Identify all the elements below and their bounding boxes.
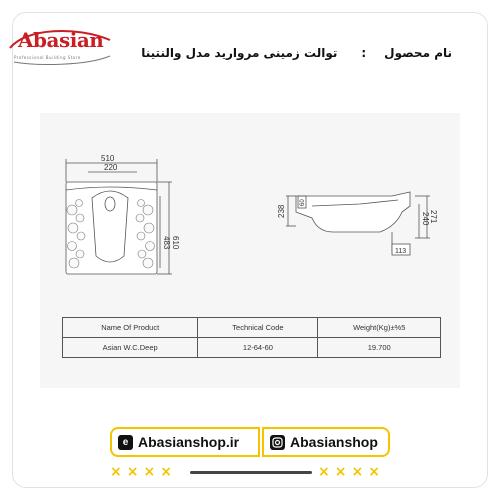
decor-x-right: ×××× [318,464,385,480]
colon: : [361,46,367,60]
decor-divider [190,471,312,474]
spec-table [62,317,441,358]
col-code: Technical Code [198,318,318,338]
website-label: Abasianshop.ir [138,434,240,450]
dim-width-inner: 220 [104,163,118,172]
dim-height-right-outer: 271 [429,210,438,224]
brand-name: Abasian [18,28,104,52]
cell-weight: 19.700 [318,338,441,358]
col-weight: Weight(Kg)±%5 [318,318,441,338]
table-row [63,338,441,358]
product-label: نام محصول [384,46,452,60]
cell-name: Asian W.C.Deep [63,338,198,358]
dim-length-inner: 483 [162,236,171,250]
col-name: Name Of Product [63,318,198,338]
instagram-link[interactable] [262,427,390,457]
instagram-label: Abasianshop [290,434,378,450]
dim-base: 113 [395,248,407,255]
product-name: توالت زمینی مروارید مدل والنتینا [141,46,338,60]
dim-length-outer: 610 [171,236,180,250]
e-icon: e [118,435,133,450]
cell-code: 12-64-60 [198,338,318,358]
dim-height-left: 238 [277,204,286,218]
website-link[interactable] [110,427,260,457]
decor-x-left: ×××× [110,464,177,480]
table-header-row [63,318,441,338]
dim-step: 60 [300,199,306,206]
brand-tagline: Professional Building Store [14,55,81,60]
instagram-icon [270,435,285,450]
dim-width-outer: 510 [101,154,115,163]
dim-height-right-inner: 240 [421,212,430,226]
